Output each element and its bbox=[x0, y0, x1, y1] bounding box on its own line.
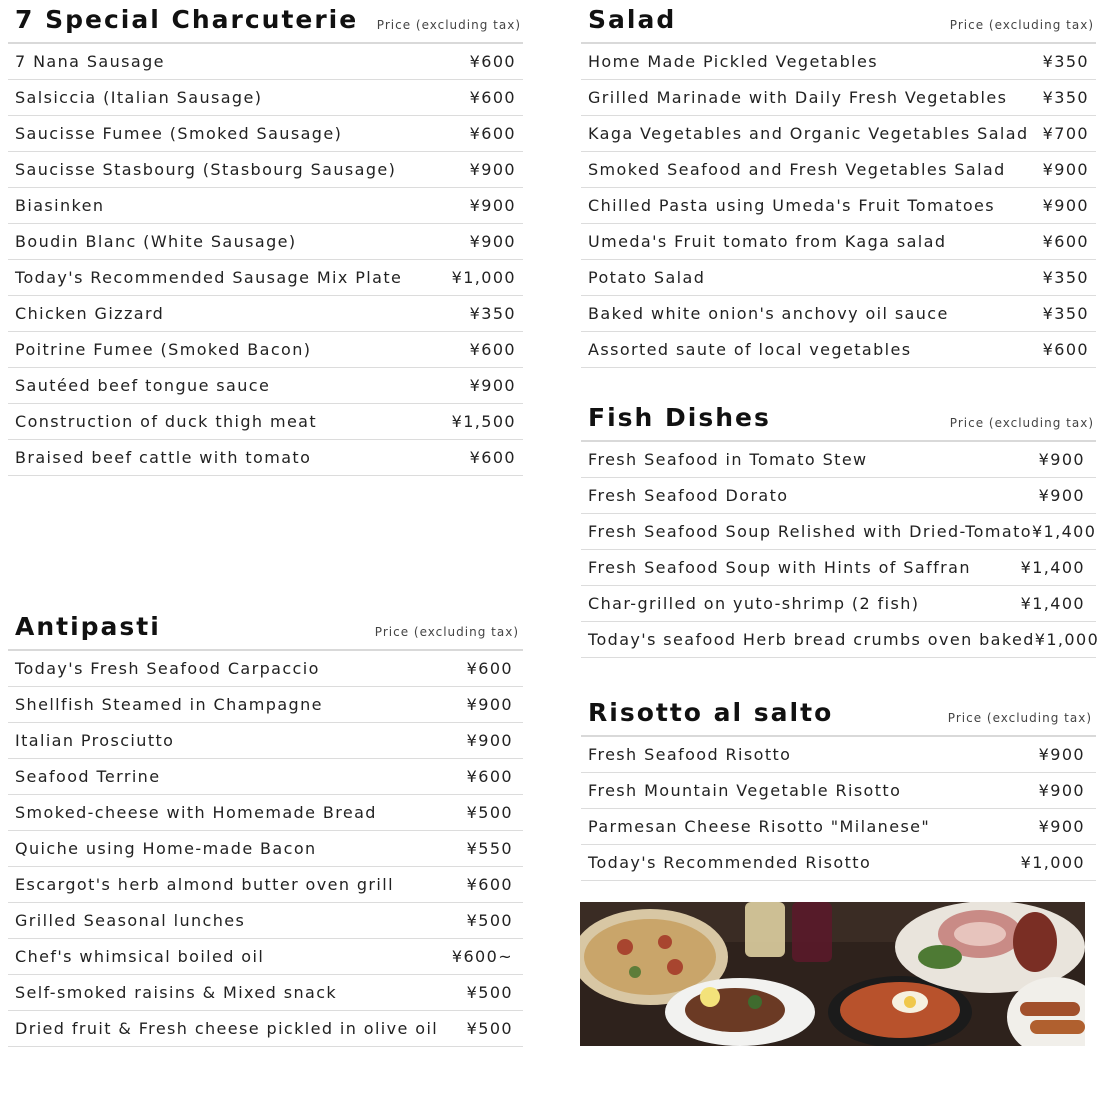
section-header bbox=[581, 0, 1096, 42]
menu-item-price: ¥600 bbox=[1042, 232, 1089, 251]
menu-item-name: Poitrine Fumee (Smoked Bacon) bbox=[15, 340, 312, 359]
menu-item-row bbox=[8, 404, 523, 440]
menu-item-name: Quiche using Home-made Bacon bbox=[15, 839, 317, 858]
menu-item-name: Seafood Terrine bbox=[15, 767, 161, 786]
menu-list bbox=[581, 42, 1096, 368]
menu-item-row bbox=[8, 440, 523, 476]
menu-item-row bbox=[581, 332, 1096, 368]
menu-item-row bbox=[8, 975, 523, 1011]
menu-item-price: ¥600 bbox=[469, 340, 516, 359]
menu-item-name: Assorted saute of local vegetables bbox=[588, 340, 912, 359]
menu-item-name: Saucisse Fumee (Smoked Sausage) bbox=[15, 124, 343, 143]
section-header bbox=[8, 607, 523, 649]
menu-item-price: ¥500 bbox=[466, 1019, 513, 1038]
menu-item-name: Parmesan Cheese Risotto "Milanese" bbox=[588, 817, 931, 836]
menu-item-row bbox=[8, 939, 523, 975]
menu-section-fish bbox=[581, 398, 1100, 658]
menu-item-price: ¥900 bbox=[469, 160, 516, 179]
menu-item-price: ¥1,500 bbox=[451, 412, 516, 431]
menu-item-row bbox=[581, 514, 1096, 550]
menu-item-name: Italian Prosciutto bbox=[15, 731, 175, 750]
menu-item-name: Today's Recommended Sausage Mix Plate bbox=[15, 268, 403, 287]
menu-list bbox=[8, 42, 523, 476]
menu-item-name: Self-smoked raisins & Mixed snack bbox=[15, 983, 338, 1002]
menu-item-price: ¥900 bbox=[1042, 160, 1089, 179]
menu-item-row bbox=[8, 368, 523, 404]
menu-item-row bbox=[8, 795, 523, 831]
menu-item-price: ¥900 bbox=[469, 232, 516, 251]
price-note: Price (excluding tax) bbox=[376, 18, 521, 32]
menu-item-price: ¥350 bbox=[1042, 52, 1089, 71]
menu-item-row bbox=[581, 442, 1096, 478]
section-title: 7 Special Charcuterie bbox=[15, 5, 359, 34]
menu-item-row bbox=[581, 152, 1096, 188]
menu-item-name: Fresh Seafood Soup Relished with Dried-Tomato bbox=[588, 522, 1032, 541]
menu-item-name: Umeda's Fruit tomato from Kaga salad bbox=[588, 232, 947, 251]
menu-item-price: ¥500 bbox=[466, 803, 513, 822]
menu-item-name: Fresh Seafood Risotto bbox=[588, 745, 792, 764]
menu-item-name: Biasinken bbox=[15, 196, 105, 215]
menu-item-price: ¥700 bbox=[1042, 124, 1089, 143]
menu-item-row bbox=[8, 260, 523, 296]
menu-item-row bbox=[581, 478, 1096, 514]
section-header bbox=[8, 0, 523, 42]
menu-item-price: ¥900 bbox=[1038, 745, 1085, 764]
menu-item-row bbox=[581, 586, 1096, 622]
menu-item-row bbox=[8, 723, 523, 759]
menu-item-price: ¥600 bbox=[469, 448, 516, 467]
menu-item-name: Chef's whimsical boiled oil bbox=[15, 947, 265, 966]
food-photo-illustration bbox=[580, 902, 1085, 1046]
menu-item-price: ¥900 bbox=[1038, 450, 1085, 469]
menu-item-name: Escargot's herb almond butter oven grill bbox=[15, 875, 394, 894]
menu-item-price: ¥600 bbox=[466, 659, 513, 678]
menu-item-price: ¥600 bbox=[469, 124, 516, 143]
menu-item-name: Dried fruit & Fresh cheese pickled in olive oil bbox=[15, 1019, 439, 1038]
menu-item-name: Baked white onion's anchovy oil sauce bbox=[588, 304, 949, 323]
menu-item-price: ¥350 bbox=[1042, 88, 1089, 107]
menu-section-antipasti bbox=[8, 607, 523, 1047]
menu-item-price: ¥1,000 bbox=[451, 268, 516, 287]
section-title: Salad bbox=[588, 5, 677, 34]
menu-item-name: Boudin Blanc (White Sausage) bbox=[15, 232, 297, 251]
menu-item-name: Kaga Vegetables and Organic Vegetables Salad bbox=[588, 124, 1029, 143]
menu-item-row bbox=[8, 867, 523, 903]
menu-item-price: ¥600~ bbox=[451, 947, 513, 966]
menu-item-price: ¥900 bbox=[1042, 196, 1089, 215]
menu-item-name: Saucisse Stasbourg (Stasbourg Sausage) bbox=[15, 160, 397, 179]
menu-item-row bbox=[8, 687, 523, 723]
menu-item-price: ¥1,000 bbox=[1034, 630, 1100, 649]
menu-item-row bbox=[581, 260, 1096, 296]
menu-item-name: Fresh Mountain Vegetable Risotto bbox=[588, 781, 902, 800]
menu-item-name: Salsiccia (Italian Sausage) bbox=[15, 88, 263, 107]
menu-item-row bbox=[8, 759, 523, 795]
menu-item-price: ¥350 bbox=[469, 304, 516, 323]
menu-item-name: Construction of duck thigh meat bbox=[15, 412, 318, 431]
menu-item-price: ¥350 bbox=[1042, 268, 1089, 287]
price-note: Price (excluding tax) bbox=[947, 711, 1092, 725]
menu-item-name: Fresh Seafood in Tomato Stew bbox=[588, 450, 868, 469]
menu-section-salad bbox=[581, 0, 1096, 368]
price-note: Price (excluding tax) bbox=[949, 18, 1094, 32]
price-note: Price (excluding tax) bbox=[949, 416, 1094, 430]
menu-item-row bbox=[581, 737, 1096, 773]
menu-item-price: ¥1,000 bbox=[1020, 853, 1085, 872]
menu-item-row bbox=[8, 651, 523, 687]
menu-item-name: Smoked-cheese with Homemade Bread bbox=[15, 803, 377, 822]
menu-item-row bbox=[8, 1011, 523, 1047]
menu-item-price: ¥500 bbox=[466, 911, 513, 930]
menu-list bbox=[581, 440, 1100, 658]
menu-item-name: Smoked Seafood and Fresh Vegetables Salad bbox=[588, 160, 1006, 179]
menu-item-price: ¥900 bbox=[1038, 486, 1085, 505]
menu-item-price: ¥600 bbox=[469, 88, 516, 107]
menu-list bbox=[581, 735, 1096, 881]
menu-item-row bbox=[581, 296, 1096, 332]
menu-item-row bbox=[8, 831, 523, 867]
menu-item-price: ¥500 bbox=[466, 983, 513, 1002]
menu-item-row bbox=[8, 80, 523, 116]
menu-item-name: Shellfish Steamed in Champagne bbox=[15, 695, 323, 714]
menu-item-row bbox=[8, 332, 523, 368]
menu-item-name: Chicken Gizzard bbox=[15, 304, 165, 323]
menu-item-price: ¥900 bbox=[466, 731, 513, 750]
menu-item-row bbox=[8, 116, 523, 152]
menu-item-name: 7 Nana Sausage bbox=[15, 52, 165, 71]
menu-item-price: ¥900 bbox=[469, 376, 516, 395]
menu-item-name: Potato Salad bbox=[588, 268, 706, 287]
menu-section-charcuterie bbox=[8, 0, 523, 476]
menu-item-price: ¥350 bbox=[1042, 304, 1089, 323]
menu-item-row bbox=[581, 622, 1100, 658]
menu-item-name: Grilled Seasonal lunches bbox=[15, 911, 246, 930]
menu-item-price: ¥900 bbox=[1038, 817, 1085, 836]
menu-item-name: Today's seafood Herb bread crumbs oven baked bbox=[588, 630, 1035, 649]
section-header bbox=[581, 693, 1096, 735]
menu-item-row bbox=[581, 845, 1096, 881]
menu-item-name: Today's Recommended Risotto bbox=[588, 853, 872, 872]
menu-item-row bbox=[581, 188, 1096, 224]
food-photo bbox=[580, 902, 1085, 1046]
menu-item-price: ¥600 bbox=[466, 875, 513, 894]
menu-item-price: ¥600 bbox=[1042, 340, 1089, 359]
menu-item-row bbox=[8, 903, 523, 939]
menu-list bbox=[8, 649, 523, 1047]
menu-item-row bbox=[8, 44, 523, 80]
menu-item-row bbox=[581, 550, 1096, 586]
menu-item-price: ¥900 bbox=[1038, 781, 1085, 800]
menu-item-name: Home Made Pickled Vegetables bbox=[588, 52, 878, 71]
menu-item-row bbox=[8, 188, 523, 224]
menu-item-name: Char-grilled on yuto-shrimp (2 fish) bbox=[588, 594, 920, 613]
menu-item-row bbox=[8, 224, 523, 260]
menu-item-price: ¥1,400 bbox=[1020, 594, 1085, 613]
section-title: Fish Dishes bbox=[588, 403, 771, 432]
menu-item-price: ¥1,400 bbox=[1020, 558, 1085, 577]
menu-section-risotto bbox=[581, 693, 1096, 881]
menu-item-row bbox=[581, 773, 1096, 809]
menu-item-row bbox=[8, 152, 523, 188]
section-title: Antipasti bbox=[15, 612, 161, 641]
menu-item-name: Sautéed beef tongue sauce bbox=[15, 376, 271, 395]
menu-item-price: ¥900 bbox=[469, 196, 516, 215]
menu-item-price: ¥1,400 bbox=[1031, 522, 1097, 541]
menu-item-row bbox=[581, 44, 1096, 80]
menu-item-name: Fresh Seafood Dorato bbox=[588, 486, 789, 505]
menu-item-row bbox=[8, 296, 523, 332]
menu-item-name: Chilled Pasta using Umeda's Fruit Tomatoes bbox=[588, 196, 996, 215]
menu-item-name: Today's Fresh Seafood Carpaccio bbox=[15, 659, 320, 678]
section-title: Risotto al salto bbox=[588, 698, 834, 727]
menu-item-name: Fresh Seafood Soup with Hints of Saffran bbox=[588, 558, 971, 577]
menu-item-price: ¥900 bbox=[466, 695, 513, 714]
menu-item-row bbox=[581, 809, 1096, 845]
menu-item-price: ¥600 bbox=[469, 52, 516, 71]
menu-item-row bbox=[581, 116, 1096, 152]
section-header bbox=[581, 398, 1096, 440]
menu-item-name: Braised beef cattle with tomato bbox=[15, 448, 312, 467]
menu-item-row bbox=[581, 224, 1096, 260]
menu-item-price: ¥600 bbox=[466, 767, 513, 786]
menu-item-price: ¥550 bbox=[466, 839, 513, 858]
menu-item-name: Grilled Marinade with Daily Fresh Vegetables bbox=[588, 88, 1008, 107]
price-note: Price (excluding tax) bbox=[374, 625, 519, 639]
menu-item-row bbox=[581, 80, 1096, 116]
